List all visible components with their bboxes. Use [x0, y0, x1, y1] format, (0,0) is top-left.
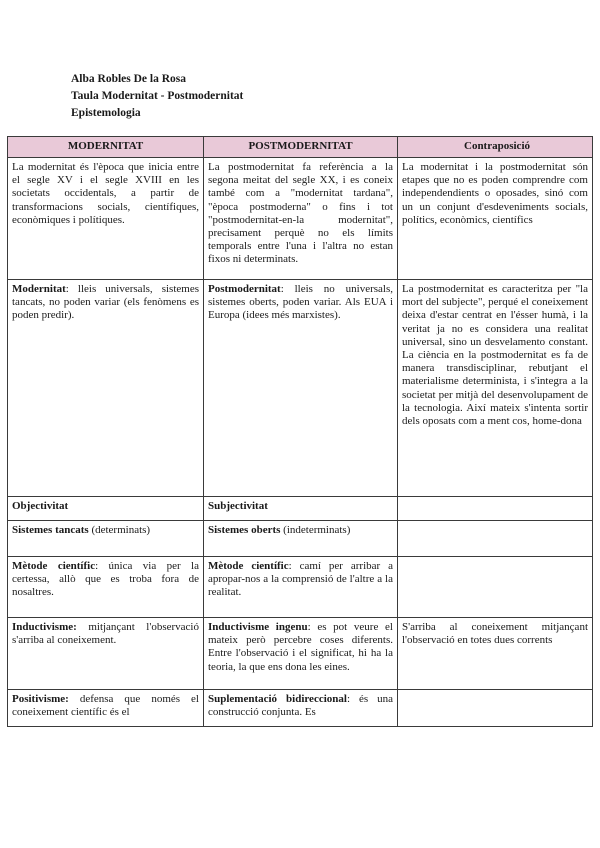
cell-text: : es pot veure el mateix però percebre coses diferents. Entre l'observació i el significat, hi ha la teoria, la que ens dona les eines. [208, 621, 393, 673]
cell-text: : camí per arribar a apropar-nos a la comprensió de l'altre a la realitat. [208, 560, 394, 599]
document-subject: Epistemologia [71, 107, 141, 119]
cell-label: Inductivisme: [12, 621, 77, 633]
cell-label: Postmodernitat [208, 283, 281, 295]
cell-text: : és una construcció conjunta. Es [208, 693, 393, 719]
cell-postmodernitat [204, 497, 398, 521]
cell-postmodernitat [204, 690, 398, 727]
table-row [8, 497, 593, 521]
comparison-table [7, 136, 593, 727]
cell-contraposicio [398, 280, 593, 497]
cell-modernitat [8, 497, 204, 521]
cell-postmodernitat [204, 158, 398, 280]
cell-label: Suplementació bidireccional [208, 693, 347, 705]
cell-text: : lleis universals, sistemes tancats, no poden variar (els fenòmens es poden predir). [12, 283, 199, 322]
cell-label: Positivisme: [12, 693, 69, 705]
cell-text: : única via per la certessa, allò que es troba fora de nosaltres. [12, 560, 199, 599]
cell-modernitat [8, 618, 204, 690]
column-header-postmodernitat: POSTMODERNITAT [204, 137, 398, 158]
cell-text: (determinats) [88, 524, 151, 536]
cell-label: Mètode científic [12, 560, 96, 572]
table-row [8, 521, 593, 557]
cell-postmodernitat [204, 557, 398, 618]
cell-modernitat [8, 690, 204, 727]
cell-postmodernitat [204, 280, 398, 497]
cell-text: La modernitat i la postmodernitat són etapes que no es poden comprendre com independendients o oposades, sinó com un un conjunt d'esdeveniments socials, polítics, econòmics, científics [402, 161, 588, 226]
cell-contraposicio [398, 521, 593, 557]
document-header [71, 71, 243, 122]
cell-label: Modernitat [12, 283, 66, 295]
cell-postmodernitat [204, 618, 398, 690]
cell-postmodernitat [204, 521, 398, 557]
cell-label: Sistemes oberts [208, 524, 281, 536]
cell-contraposicio [398, 618, 593, 690]
cell-text: : lleis no universals, sistemes oberts, poden variar. Als EUA i Europa (idees més marxistes). [208, 283, 393, 322]
cell-contraposicio [398, 497, 593, 521]
cell-contraposicio [398, 690, 593, 727]
cell-label: Objectivitat [12, 500, 69, 512]
table-row [8, 618, 593, 690]
cell-text: S'arriba al coneixement mitjançant l'observació en totes dues corrents [402, 621, 588, 647]
cell-modernitat [8, 521, 204, 557]
cell-modernitat [8, 557, 204, 618]
cell-label: Sistemes tancats [12, 524, 89, 536]
cell-contraposicio [398, 158, 593, 280]
cell-text: defensa que només el coneixement científic és el [12, 693, 199, 719]
author-name: Alba Robles De la Rosa [71, 73, 187, 85]
table-row [8, 280, 593, 497]
cell-label: Mètode científic [208, 560, 289, 572]
cell-text: La postmodernitat fa referència a la segona meitat del segle XX, i es coneix també com a "modernitat tardana", "època postmoderna" o fins i tot "postmodernitat-en-la modernitat", precisament perquè no els límits temporals entre l'una i l'altra no estan fixos ni determinats. [208, 161, 393, 266]
cell-contraposicio [398, 557, 593, 618]
cell-modernitat [8, 158, 204, 280]
column-header-contraposicio: Contraposició [398, 137, 593, 158]
cell-text: (indeterminats) [280, 524, 351, 536]
cell-modernitat [8, 280, 204, 497]
cell-label: Subjectivitat [208, 500, 268, 512]
cell-text: La postmodernitat es caracteritza per "la mort del subjecte", perqué el coneixement deixa d'estar centrat en l'ésser humà, i la veritat ja no es considera una realitat universal, sino un desvelamento constant. La ciència en la postmodernitat es fa de manera transdisciplinar, rebutjant el materialisme determinista, i s'integra a la societat per mitjà del desenvolupament de la tecnologia. Així mateix s'intenta sortir dels oposats com a ment cos, home-dona [402, 283, 588, 428]
table-row [8, 158, 593, 280]
cell-text: mitjançant l'observació s'arriba al coneixement. [12, 621, 199, 647]
cell-text: La modernitat és l'època que inicia entre el segle XV i el segle XVIII en les societats occidentals, a partir de transformacions socials, científiques, econòmiques i polítiques. [12, 161, 199, 226]
cell-label: Inductivisme ingenu [208, 621, 308, 633]
table-header-row [8, 137, 593, 158]
column-header-modernitat: MODERNITAT [8, 137, 204, 158]
document-title: Taula Modernitat - Postmodernitat [71, 90, 244, 102]
table-row [8, 690, 593, 727]
table-row [8, 557, 593, 618]
